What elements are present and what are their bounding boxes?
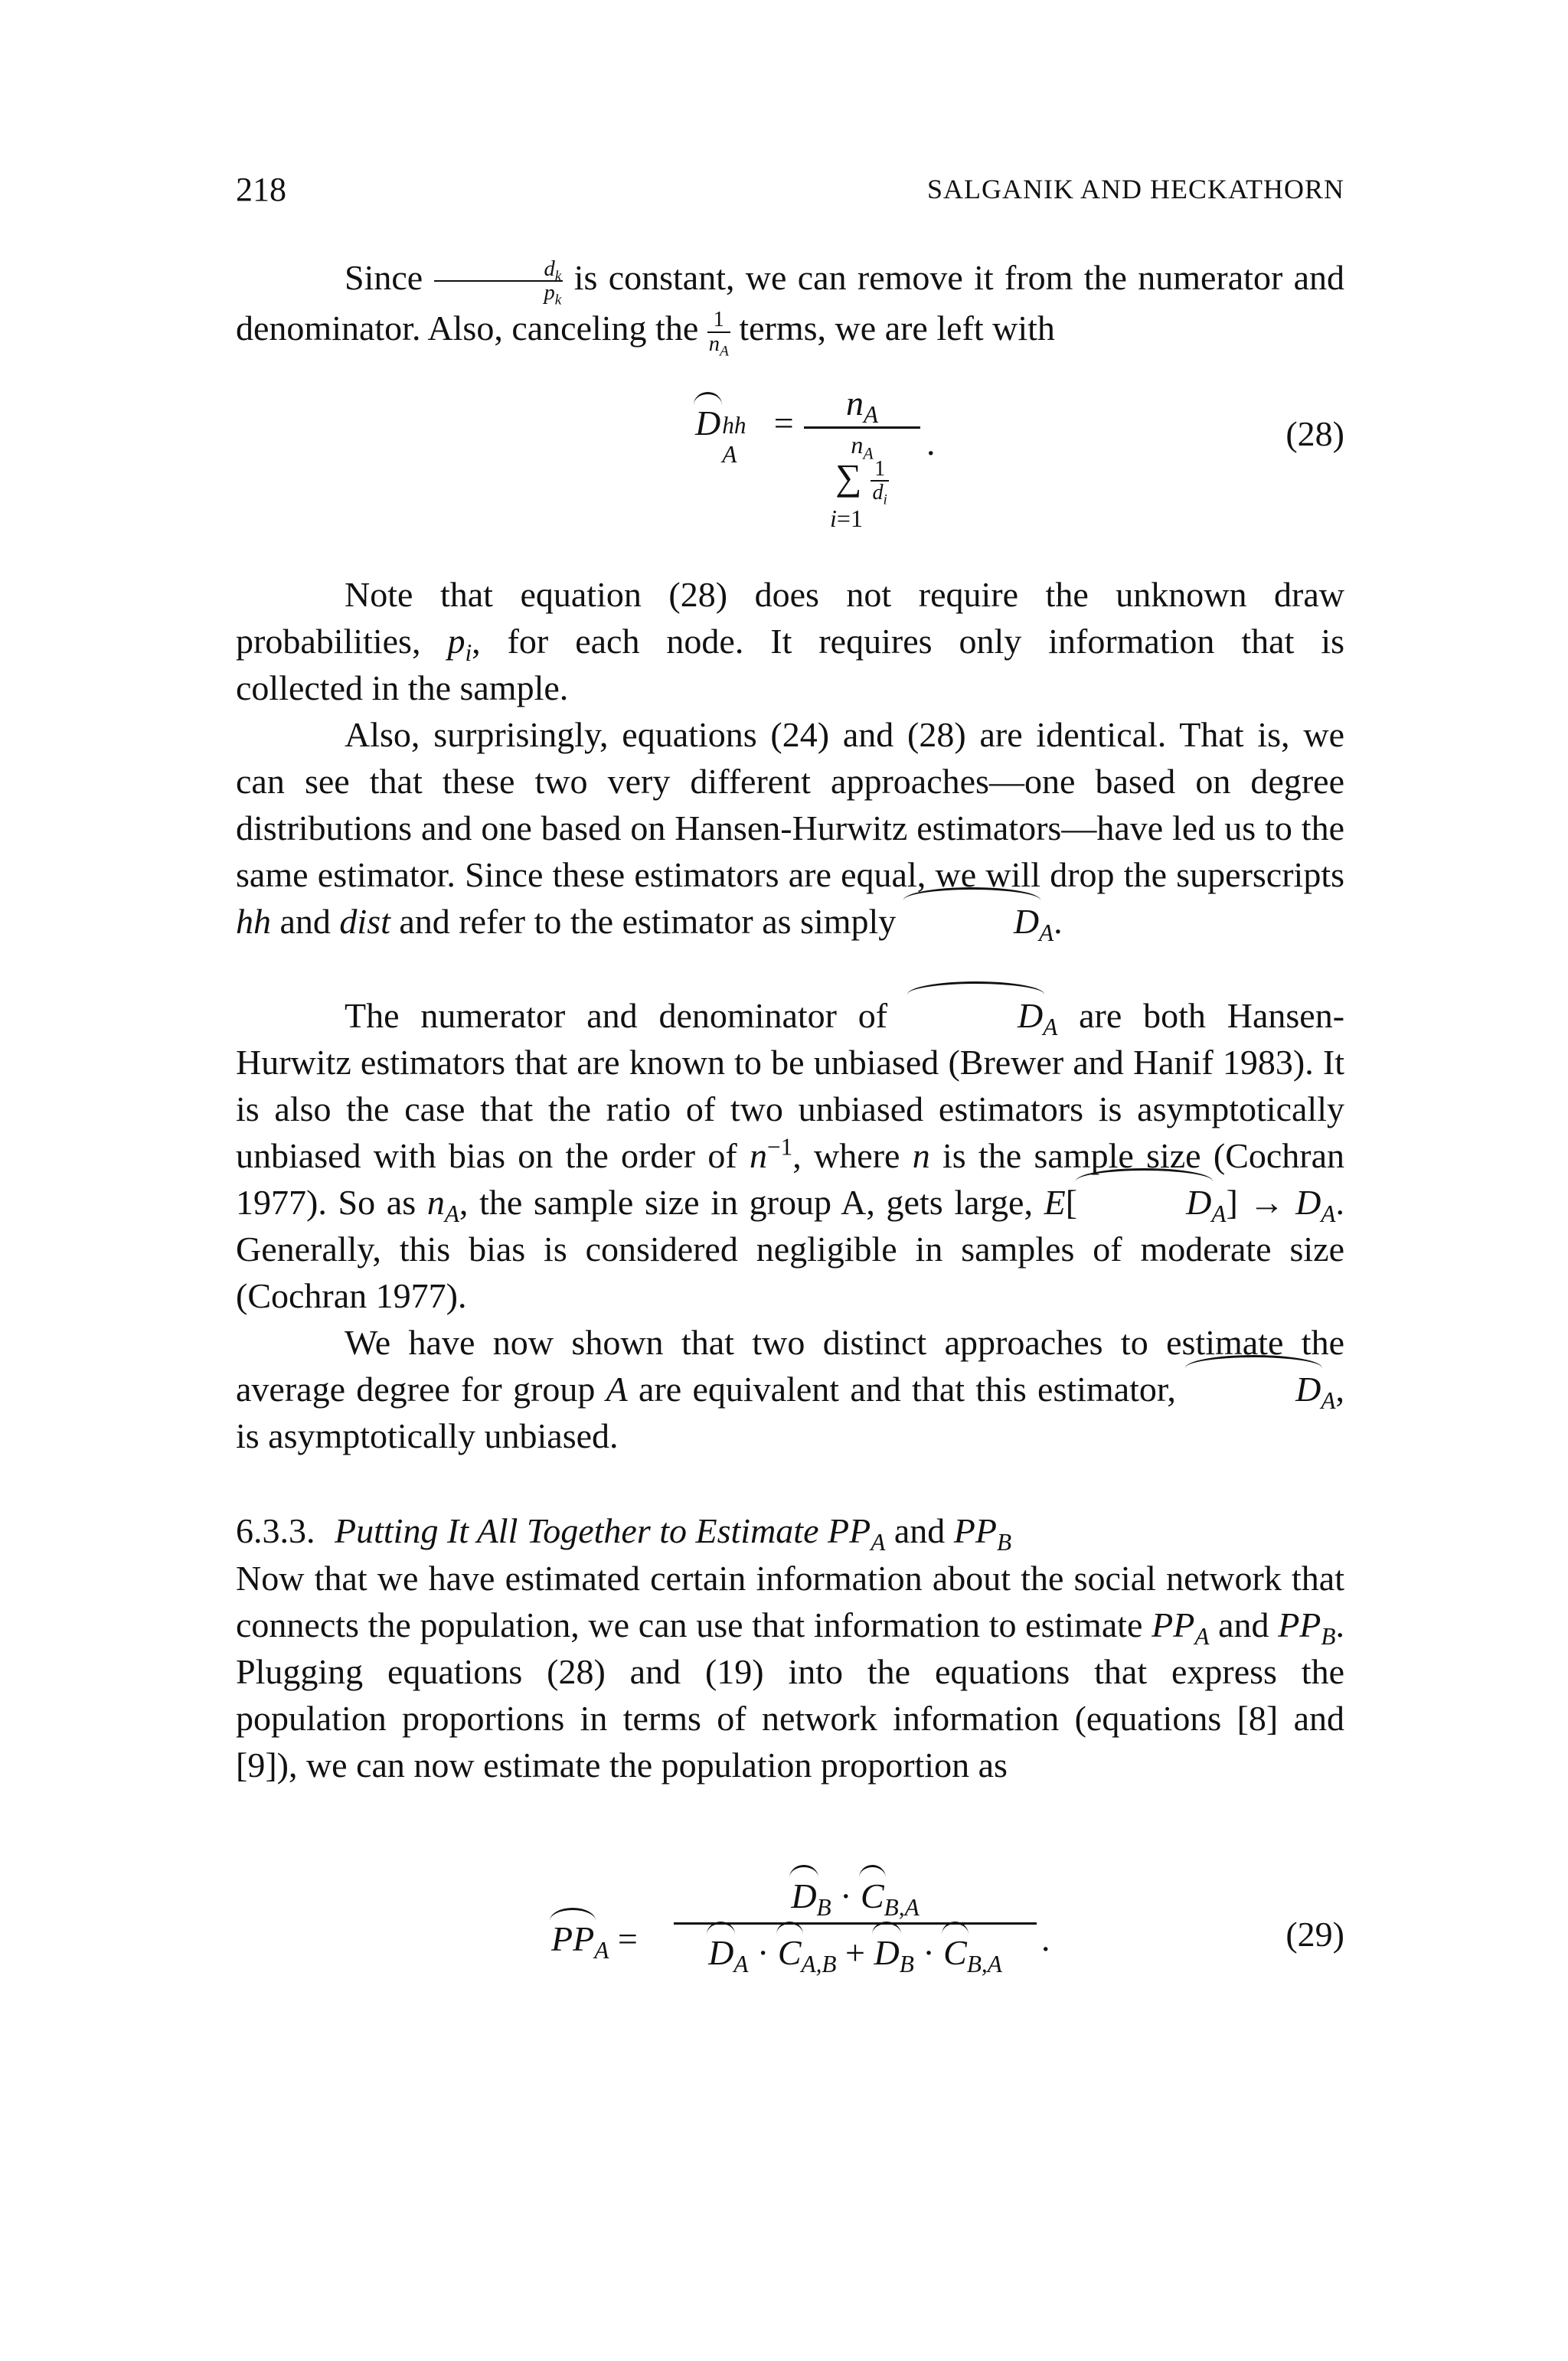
equation-29: $PP_A$ = $D_B \cdot C_{B,A}$ $D_A \cdot C_{A,B} + D_B \cdot C_{B,A}$ . (29) xyxy=(551,1876,1344,1978)
paragraph-intro: Since $\frac{d_k}{p_k}$ is constant, we can remove it from the numerator and denominator. Also, canceling the $\frac{1}{n_A}$ terms, we are left with xyxy=(236,256,1344,360)
paragraph-identical-equations: Also, surprisingly, equations (24) and (28) are identical. That is, we can see that these two very different approaches—one based on degree distributions and one based on Hansen-Hurwitz estimators—have led us to the same estimator. Since these estimators are equal, we will drop the superscripts hh and dist and refer to the estimator as simply $D_A$. xyxy=(236,715,1344,947)
page-number: 218 xyxy=(236,171,286,208)
section-heading: 6.3.3. Putting It All Together to Estimate $PP_A$ and $PP_B$ xyxy=(236,1511,1012,1556)
equation-number-29: (29) xyxy=(1285,1915,1344,1954)
running-head xyxy=(236,170,1344,216)
paragraph-unbiased: The numerator and denominator of $D_A$ are both Hansen-Hurwitz estimators that are known to be unbiased (Brewer and Hanif 1983). It is also the case that the ratio of two unbiased estimators is asymptotically unbiased with bias on the order of $n^{-1}$, where n is the sample size (Cochran 1977). So as $n_A$, the sample size in group A, gets large, E[ $D_A] \to D_A$. Generally, this bias is considered negligible in samples of moderate size (Cochran 1977). xyxy=(236,992,1344,1319)
equation-number-28: (28) xyxy=(1285,414,1344,453)
paragraph-draw-probabilities: Note that equation (28) does not require the unknown draw probabilities, $p_i$, for each node. It requires only information that is collected in the sample. xyxy=(236,575,1344,707)
paragraph-putting-together: Now that we have estimated certain information about the social network that connects the population, we can use that information to estimate $PP_A$ and $PP_B$. Plugging equations (28) and (19) into the equations that express the population proportions in terms of network information (equations [8] and [9]), we can now estimate the population proportion as xyxy=(236,1559,1344,1785)
paragraph-equivalent-approaches: We have now shown that two distinct approaches to estimate the average degree for group A are equivalent and that this estimator, $D_A$, is asymptotically unbiased. xyxy=(236,1323,1344,1455)
running-title: SALGANIK AND HECKATHORN xyxy=(927,174,1344,204)
equation-28: D hh A = $n_A$ $n_A$ ∑ $\frac{1}{d_i}$ i=1 . (28) xyxy=(695,384,1344,532)
